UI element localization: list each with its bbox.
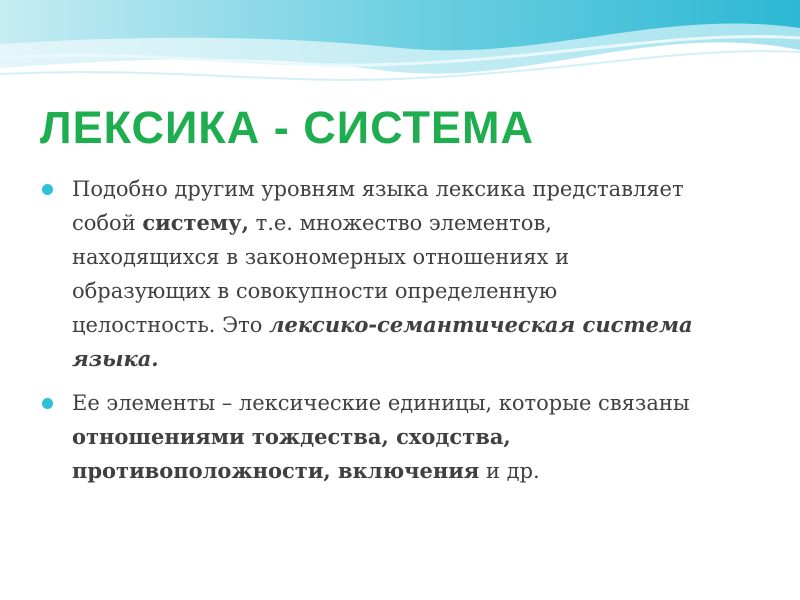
bullet-text: Подобно другим уровням языка лексика представляет собой xyxy=(72,177,684,235)
bullet-text-bold: отношениями тождества, сходства, противоположности, включения xyxy=(72,424,511,483)
header-wave-decoration xyxy=(0,0,800,110)
bullet-list xyxy=(42,172,702,498)
bullet-item xyxy=(42,172,702,376)
slide-title: ЛЕКСИКА - СИСТЕМА xyxy=(40,102,534,153)
bullet-text-bold: систему, xyxy=(142,210,249,235)
bullet-dot-icon xyxy=(42,184,53,195)
bullet-text: Ее элементы – лексические единицы, которые связаны xyxy=(72,391,690,415)
bullet-text-bold-italic: лексико-семантическая система языка. xyxy=(72,312,693,371)
bullet-item xyxy=(42,386,702,488)
bullet-text: т.е. множество элементов, находящихся в закономерных отношениях и образующих в совокупности определенную целостность. Это xyxy=(72,211,570,337)
bullet-dot-icon xyxy=(42,398,53,409)
bullet-text: и др. xyxy=(479,459,540,483)
